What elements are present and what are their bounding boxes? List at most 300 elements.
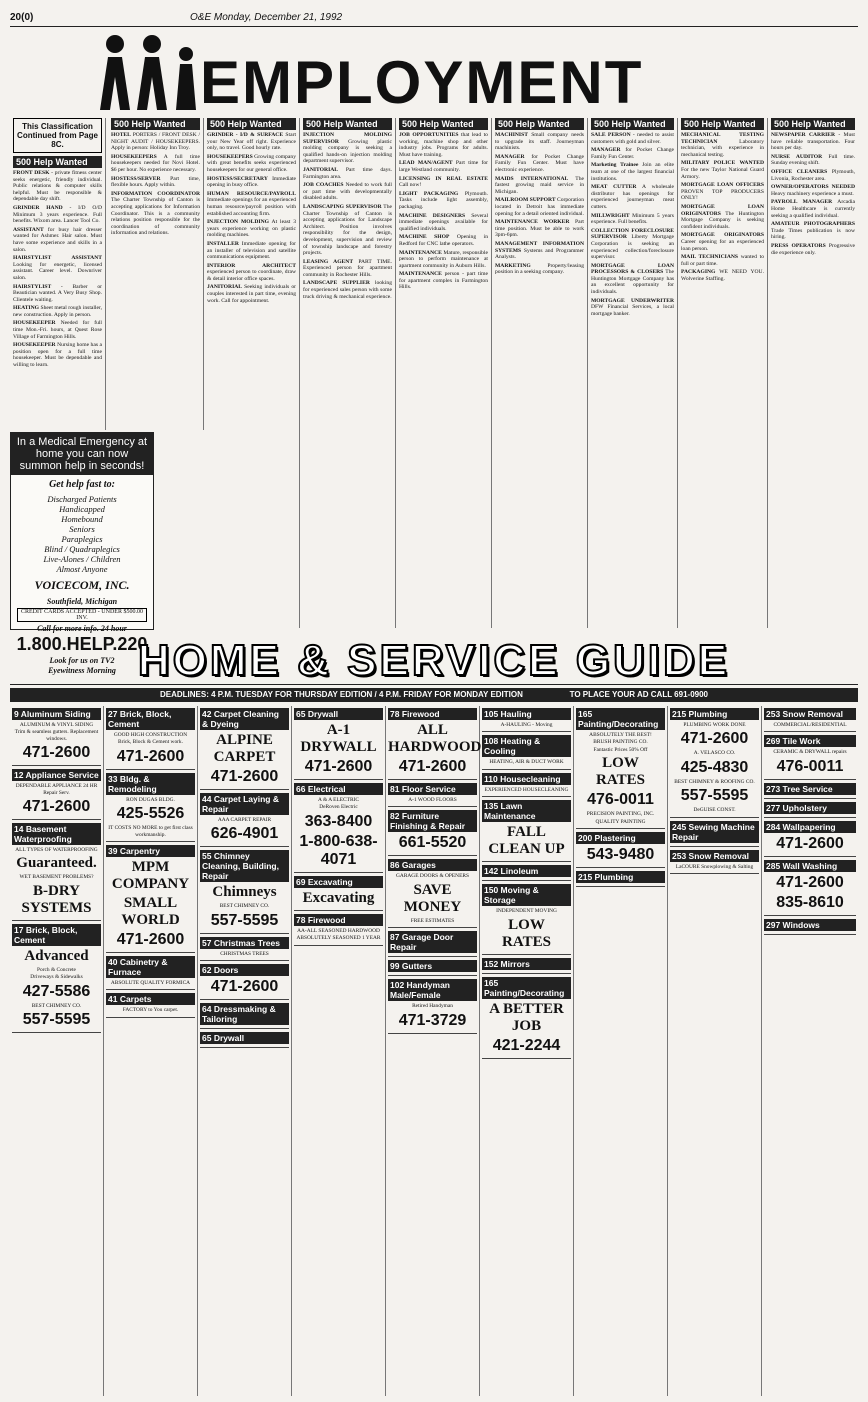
ad-title: FRONT DESK (13, 170, 50, 176)
guide-ad-text: FALL CLEAN UP (488, 824, 565, 858)
guide-ad-text: Fantastic Prices 50% Off (593, 746, 648, 753)
guide-ad-text: WET BASEMENT PROBLEMS? (19, 874, 94, 881)
guide-column-7 (574, 706, 668, 1396)
guide-phone-number: 471-2600 (304, 758, 373, 775)
classified-ad (303, 132, 392, 165)
guide-category-heading: 41 Carpets (106, 993, 195, 1005)
classified-ad (495, 197, 584, 217)
guide-phone-number: 363-8400 (304, 812, 373, 830)
ad-title: AMATEUR PHOTOGRAPHERS (771, 221, 855, 228)
ad-body: Sheet metal rough installer, new construction. Apply in person. (13, 305, 102, 318)
ad-body: Mature, responsible person to perform maintenance at apartment community in Auburn Hills. (399, 249, 488, 269)
divider (106, 769, 195, 770)
ad-body: Part time for large Westland community. (399, 160, 488, 173)
home-service-guide-title: HOME & SERVICE GUIDE (10, 636, 858, 685)
ad-body: Part time days. Farmington area. (303, 166, 392, 180)
guide-category-heading: 40 Cabinetry & Furnace (106, 956, 195, 978)
divider (482, 880, 571, 881)
divider (106, 1017, 195, 1018)
page-number: 20(0) (10, 12, 34, 23)
guide-category-heading: 14 Basement Waterproofing (12, 823, 101, 845)
ad-title: OWNER/OPERATORS NEEDED (771, 184, 855, 191)
ad-body: Seeking individuals or couples interested in part time, evening work. Call for appointment. (207, 284, 296, 304)
classified-ad (591, 263, 674, 296)
guide-phone-number: 557-5595 (210, 911, 279, 929)
guide-column-9 (762, 706, 858, 1396)
ad-body: Needed to work full or part time with developmentally disabled adults. (303, 182, 392, 202)
guide-ad-text: ABSOLUTE QUALITY FORMICA (110, 980, 191, 987)
guide-phone-number: 543-9480 (586, 846, 655, 864)
guide-category-heading: 55 Chimney Cleaning, Building, Repair (200, 850, 289, 882)
ad-body: PART TIME. Experienced person for apartment community in Rochester Hills. (303, 258, 392, 278)
voicecom-list-item: Seniors (69, 524, 95, 534)
guide-column-2 (104, 706, 198, 1396)
guide-column-4 (292, 706, 386, 1396)
ad-body: Several immediate openings available for qualified individuals. (399, 212, 488, 232)
guide-ad-text: BEST CHIMNEY CO. (31, 1002, 82, 1009)
ad-body: Immediate opening in busy office. (207, 175, 296, 189)
guide-ad-text: Trim & seamless gutters. Replacement windows. (14, 729, 99, 742)
voicecom-call: Call for more info. 24 hour (37, 624, 127, 633)
guide-ad-text: Brick, Block & Cement work. (118, 739, 183, 746)
ad-title: MORTGAGE UNDERWRITER (591, 297, 674, 304)
ad-title: Marketing Trainee (591, 162, 639, 169)
ad-title: MAINTENANCE (399, 271, 442, 278)
ad-body: Immediate openings for an experienced human resource/payroll position with established accounting firm. (207, 197, 296, 217)
ad-body: The fastest growing maid service in Michigan. (495, 175, 584, 195)
classified-ad (303, 167, 392, 180)
guide-category-heading: 57 Christmas Trees (200, 937, 289, 949)
divider (200, 1028, 289, 1029)
classified-ad (495, 263, 584, 276)
classified-ad (399, 271, 488, 291)
column-9 (768, 118, 858, 628)
voicecom-list-item: Handicapped (59, 504, 105, 514)
guide-ad-text: DEPENDABLE APPLIANCE 24 HR Repair Serv. (15, 783, 98, 796)
classified-ad (771, 199, 855, 219)
ad-title: INTERIOR ARCHITECT (207, 262, 296, 269)
ad-title: SALE PERSON (591, 132, 631, 138)
classified-ad (681, 254, 764, 267)
guide-ad-text: PLUMBING WORK DONE (683, 722, 746, 728)
guide-ad-text: AA-ALL SEASONED HARDWOOD (297, 927, 380, 934)
ad-title: LIGHT PACKAGING (399, 190, 459, 197)
guide-phone-number: 471-2600 (116, 931, 185, 949)
column-heading: 500 Help Wanted (111, 118, 200, 130)
guide-ad-text: CHRISTMAS TREES (220, 950, 269, 957)
column-heading: 500 Help Wanted (771, 118, 855, 130)
guide-category-heading: 78 Firewood (388, 708, 477, 720)
divider (576, 867, 665, 868)
ad-title: MORTGAGE LOAN OFFICERS (681, 182, 764, 189)
ad-body: Corporation located in Detroit has immediate opening for a detail oriented individual. (495, 197, 584, 217)
classified-ad (771, 132, 855, 152)
page-title: EMPLOYMENT (200, 49, 644, 116)
ad-title: JANITORIAL (303, 166, 339, 173)
classified-ad (771, 221, 855, 241)
classified-ad (681, 160, 764, 180)
ad-body: Immediate opening for an installer of television and satellite communications equipment. (207, 240, 296, 261)
guide-phone-number: 471-2600 (210, 978, 279, 996)
ad-body: The Huntington Mortgage Company is seeking confident individuals. (681, 210, 764, 230)
ad-title: MORTGAGE LOAN ORIGINATORS (681, 203, 764, 217)
ad-body: Laboratory technician, with experience in mechanical testing. (681, 138, 764, 158)
classified-ad (13, 305, 102, 318)
classified-ad (207, 284, 296, 304)
ad-body: The Charter Township of Canton is accepting applications for Landscape Architect. Position involves responsibility for the design, development, supervision and review of township landscape and forestry projects. (303, 203, 392, 257)
classified-ad (207, 132, 296, 152)
guide-phone-number: 471-2600 (776, 873, 844, 891)
classified-ad (591, 184, 674, 210)
classified-ad (111, 176, 200, 189)
classified-ad (207, 241, 296, 261)
classified-ad (13, 342, 102, 368)
divider (764, 856, 856, 857)
guide-ad-text: Excavating (302, 889, 375, 906)
guide-ad-text: A-HAULING - Moving (500, 722, 553, 728)
divider (106, 952, 195, 953)
guide-ad-text: LOW RATES (596, 755, 645, 789)
voicecom-list-item: Discharged Patients (47, 494, 117, 504)
divider (12, 765, 101, 766)
ad-title: GRINDER HAND (13, 204, 63, 211)
ad-title: HOUSEKEEPER (13, 320, 56, 327)
classified-ad (591, 213, 674, 226)
guide-category-heading: 87 Garage Door Repair (388, 931, 477, 953)
ad-title: HAIRSTYLIST ASSISTANT (13, 255, 102, 262)
divider (12, 1032, 101, 1033)
voicecom-list-item: Homebound (61, 514, 103, 524)
voicecom-list-item: Paraplegics (61, 534, 103, 544)
guide-category-heading: 297 Windows (764, 919, 856, 931)
ad-title: MARKETING (495, 262, 531, 269)
guide-category-heading: 110 Housecleaning (482, 773, 571, 785)
divider (106, 989, 195, 990)
guide-ad-text: BRUSH PAINTING CO. (593, 739, 648, 746)
guide-phone-number: 626-4901 (210, 825, 279, 843)
classified-ad (399, 234, 488, 247)
classified-ad (207, 176, 296, 189)
ad-title: HAIRSTYLIST (13, 283, 52, 290)
guide-ad-text: A BETTER JOB (489, 1000, 564, 1034)
classified-ad (111, 132, 200, 152)
guide-ad-text: A. VELASCO CO. (693, 750, 736, 757)
classified-ad (399, 191, 488, 211)
guide-ad-text: GOOD HIGH CONSTRUCTION (113, 732, 188, 738)
ad-body: A full time housekeepers needed for Novi Hotel. $6 per hour. No experience necessary. (111, 153, 200, 173)
ad-title: LEAD MAN/AGENT (399, 160, 453, 167)
classified-ad (13, 284, 102, 304)
column-1 (10, 118, 106, 430)
ad-title: MANAGEMENT INFORMATION SYSTEMS (495, 240, 584, 254)
divider (294, 945, 383, 946)
divider (764, 731, 856, 732)
guide-ad-text: ALPINE CARPET (213, 732, 276, 765)
ad-body: WE NEED YOU. Wolverine Staffing. (681, 269, 764, 282)
divider (482, 731, 571, 732)
voicecom-city: Southfield, Michigan (46, 597, 118, 606)
ad-body: Arcadia Home Healthcare is currently seeking a qualified individual. (771, 199, 856, 219)
ad-title: MILITARY POLICE WANTED (681, 160, 764, 167)
place-ad-text: TO PLACE YOUR AD CALL 691-0900 (569, 690, 708, 699)
ad-title: LEASING AGENT (303, 258, 354, 265)
ad-title: HOUSEKEEPER (13, 342, 56, 349)
ad-title: MAINTENANCE WORKER (495, 219, 570, 226)
ad-title: MILLWRIGHT (591, 212, 630, 219)
guide-phone-number: 471-2600 (398, 758, 467, 775)
classified-ad (771, 154, 855, 167)
voicecom-list-item: Live-Alones / Children (43, 554, 121, 564)
ad-title: LICENSING IN REAL ESTATE (399, 175, 488, 182)
ad-title: MAIL TECHNICIANS (681, 254, 739, 261)
classified-ad (681, 182, 764, 202)
classified-ad (591, 132, 674, 145)
guide-ad-text: FREE ESTIMATES (410, 917, 455, 924)
guide-ad-text: DeRoven Electric (319, 804, 358, 811)
ad-title: NEWSPAPER CARRIER (771, 132, 836, 138)
classified-ad (771, 184, 855, 197)
ad-title: MAINTENANCE (399, 249, 442, 256)
column-8 (678, 118, 768, 628)
classified-ad (207, 154, 296, 174)
voicecom-phone: 1.800.HELP.220 (16, 634, 148, 654)
ad-title: ASSISTANT (13, 226, 44, 233)
guide-ad-text: ABSOLUTELY SEASONED 1 YEAR (296, 935, 381, 942)
ad-title: NURSE AUDITOR (771, 153, 823, 160)
guide-category-heading: 277 Upholstery (764, 802, 856, 814)
ad-body: A wholesale distributor has openings for experienced journeyman meat cutters. (591, 184, 674, 210)
guide-ad-text: SMALL WORLD (121, 895, 180, 929)
guide-category-heading: 78 Firewood (294, 914, 383, 926)
ad-title: HOUSEKEEPERS (111, 153, 157, 160)
classified-ad (681, 132, 764, 158)
guide-ad-text: INDEPENDENT MOVING (496, 908, 557, 915)
ad-title: JANITORIAL (207, 284, 243, 291)
voicecom-ad (10, 432, 154, 675)
ad-body: Liberty Mortgage Corporation is seeking an experienced collection/foreclosure supervisor. (591, 234, 674, 261)
guide-category-heading: 105 Hauling (482, 708, 571, 720)
guide-ad-text: MPM COMPANY (111, 859, 190, 893)
guide-phone-number: 425-5526 (116, 805, 185, 823)
guide-category-heading: 65 Drywall (200, 1032, 289, 1044)
guide-ad-text: A & A ELECTRIC (318, 797, 359, 803)
classified-ad (591, 298, 674, 318)
ad-body: Trade Times publication is now hiring. (771, 227, 855, 241)
ad-title: HOSTESS/SECRETARY (207, 175, 268, 182)
ad-body: looking for experienced sales person with some truck driving & mechanical experience. (303, 280, 392, 300)
guide-ad-text: BEST CHIMNEY CO. (219, 903, 270, 910)
classified-ad (495, 132, 584, 152)
divider (200, 999, 289, 1000)
column-2 (108, 118, 204, 430)
divider (764, 817, 856, 818)
ad-title: JOB OPPORTUNITIES (399, 132, 459, 138)
classified-ad (207, 263, 296, 283)
divider (482, 861, 571, 862)
guide-category-heading: 165 Painting/Decorating (576, 708, 665, 730)
ad-body: Career opening for an experienced loan person. (681, 238, 764, 252)
guide-ad-text: Driveways & Sidewalks (30, 974, 83, 981)
classified-ad (681, 232, 764, 252)
guide-category-heading: 253 Snow Removal (670, 850, 759, 862)
divider (482, 973, 571, 974)
ad-body: The Huntington Mortgage Company has an excellent opportunity for individuals. (591, 269, 674, 296)
classified-ad (495, 219, 584, 239)
guide-phone-number: 471-2600 (776, 834, 844, 852)
guide-ad-text: GARAGE DOORS & OPENERS (396, 873, 469, 880)
guide-category-heading: 165 Painting/Decorating (482, 977, 571, 999)
classified-ad (399, 132, 488, 158)
classified-ad (111, 154, 200, 174)
ad-title: HUMAN RESOURCE/PAYROLL (207, 190, 296, 197)
guide-category-heading: 69 Excavating (294, 876, 383, 888)
guide-column-3 (198, 706, 292, 1396)
ad-body: The Charter Township of Canton is accepting applications for Information Coordinator. This is a community relations position responsible for the coordination of community information and relations. (111, 197, 200, 237)
guide-ad-text: HEATING, AIR & DUCT WORK (489, 759, 564, 766)
column-7 (588, 118, 678, 628)
column-3 (204, 118, 300, 628)
ad-body: experienced person to coordinate, draw & detail interior office spaces. (207, 269, 296, 282)
classified-ad (591, 147, 674, 160)
guide-ad-text: ALL TYPES OF WATERPROOFING (15, 847, 98, 854)
column-heading: 500 Help Wanted (13, 156, 102, 168)
guide-category-heading: 285 Wall Washing (764, 860, 856, 872)
ad-body: PROVEN TOP PRODUCERS ONLY! (681, 188, 764, 202)
divider (764, 779, 856, 780)
guide-category-heading: 215 Plumbing (576, 871, 665, 883)
guide-phone-number: 557-5595 (22, 1011, 91, 1029)
guide-category-heading: 152 Mirrors (482, 958, 571, 970)
ad-title: LANDSCAPE SUPPLIER (303, 280, 370, 287)
guide-ad-text: AAA CARPET REPAIR (217, 817, 272, 823)
guide-ad-text: EXPERIENCED HOUSECLEANING (484, 786, 569, 793)
voicecom-get-help: Get help fast to: (49, 479, 115, 490)
guide-category-heading: 273 Tree Service (764, 783, 856, 795)
guide-phone-number: 471-2600 (22, 798, 91, 816)
divider (482, 1058, 571, 1059)
ad-body: for busy hair dresser wanted for Ashmer. Hair salon. Must have some experience and skills in a salon. (13, 226, 102, 253)
ad-body: Full time. Sunday evening shift. (771, 153, 856, 167)
classified-ad (303, 280, 392, 300)
divider (576, 886, 665, 887)
classified-ad (681, 204, 764, 230)
guide-phone-number: 471-2600 (210, 768, 279, 785)
column-heading: 500 Help Wanted (207, 118, 296, 130)
divider (200, 846, 289, 847)
guide-category-heading: 108 Heating & Cooling (482, 735, 571, 757)
divider (12, 920, 101, 921)
guide-phone-number: 476-0011 (587, 791, 654, 809)
ad-body: For the new Taylor National Guard Armory. (681, 166, 764, 180)
guide-category-heading: 81 Floor Service (388, 783, 477, 795)
guide-ad-text: ALUMINUM & VINYL SIDING (19, 722, 94, 728)
classified-ad (303, 259, 392, 279)
ad-title: PACKAGING (681, 269, 716, 276)
guide-category-heading: 62 Doors (200, 964, 289, 976)
ad-body: Needed for full time Mon.-Fri. hours, at Quest Rose Village of Farmington Hills. (13, 320, 102, 340)
guide-ad-text: COMMERCIAL/RESIDENTIAL (773, 722, 847, 728)
column-4 (300, 118, 396, 628)
ad-body: DFW Financial Services, a local mortgage banker. (591, 304, 674, 317)
ad-body: wanted to full or part time. (681, 254, 764, 267)
guide-category-heading: 12 Appliance Service (12, 769, 101, 781)
divider (200, 933, 289, 934)
ad-title: MACHINIST (495, 132, 528, 138)
column-heading: 500 Help Wanted (495, 118, 584, 130)
divider (670, 846, 759, 847)
divider (388, 956, 477, 957)
divider (482, 954, 571, 955)
divider (764, 934, 856, 935)
guide-category-heading: 82 Furniture Finishing & Repair (388, 810, 477, 832)
guide-category-heading: 215 Plumbing (670, 708, 759, 720)
column-6 (492, 118, 588, 628)
ad-body: person - part time for apartment complex in Farmington Hills. (399, 271, 488, 291)
classified-ad (399, 213, 488, 233)
guide-ad-text: Guaranteed. (16, 855, 97, 872)
guide-ad-text: DeGUISE CONST. (693, 807, 736, 814)
classified-ad (399, 160, 488, 173)
guide-category-heading: 253 Snow Removal (764, 708, 856, 720)
guide-column-1 (10, 706, 104, 1396)
guide-phone-number: 471-2600 (680, 730, 749, 748)
guide-phone-number: 425-4830 (680, 758, 749, 776)
ad-body: Start your New Year off right. Experience only, no travel. Good hourly rate. (207, 132, 297, 152)
classified-ad (771, 243, 855, 256)
guide-phone-number: 476-0011 (776, 757, 844, 775)
guide-ad-text: CERAMIC & DRYWALL repairs (773, 749, 847, 756)
ad-body: - Barber or Beautician wanted. A Very Busy Shop. Clientele waiting. (13, 283, 102, 303)
ad-body: - Must have reliable transportation. Four hours per day. (771, 132, 855, 152)
ad-body: Part time, flexible hours. Apply within. (111, 175, 200, 189)
guide-column-6 (480, 706, 574, 1396)
ad-body: Growing plastic molding company is seeking a qualified hands-on injection molding department supervisor. (303, 138, 392, 165)
ad-title: MANAGER (591, 147, 621, 154)
guide-ad-text: Retired Handyman (412, 1003, 453, 1010)
guide-ad-text: A-1 DRYWALL (300, 722, 377, 755)
ad-body: for Pocket Change Family Fun Center. Must have electronic experience. (495, 153, 584, 173)
guide-category-heading: 142 Linoleum (482, 865, 571, 877)
classified-ad (399, 250, 488, 270)
classified-ad (13, 320, 102, 340)
divider (294, 779, 383, 780)
guide-ad-text: IT COSTS NO MORE to get first class workmanship. (108, 825, 193, 838)
divider (12, 819, 101, 820)
ad-title: COLLECTION FORECLOSURE SUPERVISOR (591, 227, 674, 241)
ad-title: HOTEL (111, 132, 131, 138)
ad-body: for Pocket Change Family Fun Center. (591, 147, 674, 160)
ad-title: HEATING (13, 305, 40, 312)
guide-phone-number: 471-2600 (22, 744, 91, 762)
guide-phone-number: 471-2600 (116, 747, 185, 765)
classified-ad (303, 182, 392, 202)
ad-body: - private fitness center seeks energetic, friendly individual. Public relations & computer skills helpful. Must be responsible & dependable day shift. (13, 170, 102, 203)
guide-ad-text: ABSOLUTELY THE BEST! (589, 732, 652, 738)
classification-note: This Classification Continued from Page 8C. (13, 118, 102, 153)
ad-title: MACHINE SHOP (399, 234, 450, 241)
divider (388, 806, 477, 807)
ad-body: Minimum 5 years experience. Full benefits. (591, 212, 674, 226)
ad-body: Opening in Redford for CNC lathe operators. (399, 234, 488, 247)
guide-ad-text: FACTORY to You carpet. (122, 1007, 179, 1014)
divider (388, 1033, 477, 1034)
classified-ad (13, 205, 102, 225)
masthead: O&E Monday, December 21, 1992 (190, 12, 343, 23)
guide-phone-number: 557-5595 (680, 787, 749, 805)
divider (482, 796, 571, 797)
ad-title: INJECTION MOLDING (207, 219, 269, 226)
deadline-text: DEADLINES: 4 P.M. TUESDAY FOR THURSDAY EDITION / 4 P.M. FRIDAY FOR MONDAY EDITION (160, 690, 523, 699)
